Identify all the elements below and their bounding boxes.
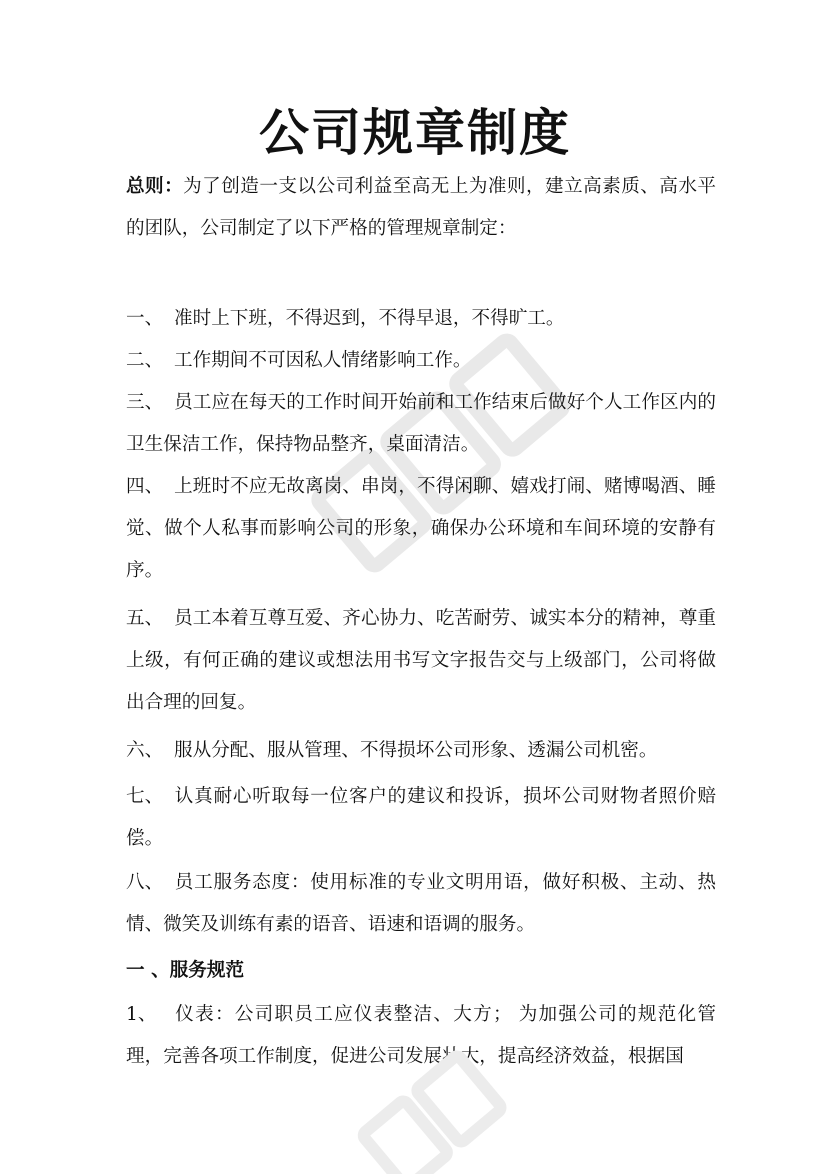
rule-text: 工作期间不可因私人情绪影响工作。 — [174, 350, 472, 371]
section-heading: 一 、服务规范 — [126, 960, 245, 981]
rule-number: 一、 — [126, 308, 164, 329]
rule-number: 四、 — [126, 476, 164, 497]
rule-text: 上班时不应无故离岗、串岗，不得闲聊、嬉戏打闹、赌博喝酒、睡觉、做个人私事而影响公司的形象，确保办公环境和车间环境的安静有序。 — [126, 476, 716, 581]
document-title: 公司规章制度 — [259, 104, 571, 162]
rule-item — [126, 598, 716, 724]
general-paragraph — [126, 166, 716, 250]
rule-text: 员工本着互尊互爱、齐心协力、吃苦耐劳、诚实本分的精神，尊重上级，有何正确的建议或想法用书写文字报告交与上级部门，公司将做出合理的回复。 — [126, 608, 716, 713]
rule-text: 员工服务态度：使用标准的专业文明用语，做好积极、主动、热情、微笑及训练有素的语音、语速和语调的服务。 — [126, 872, 716, 935]
rule-number: 六、 — [126, 740, 164, 761]
rule-number: 五、 — [126, 608, 164, 629]
rule-text: 员工应在每天的工作时间开始前和工作结束后做好个人工作区内的卫生保洁工作，保持物品整齐，桌面清洁。 — [126, 392, 716, 455]
rule-item — [126, 862, 716, 946]
rule-item — [126, 466, 716, 592]
item-text: 仪表：公司职员工应仪表整洁、大方； 为加强公司的规范化管理，完善各项工作制度，促进公司发展壮大，提高经济效益，根据国 — [126, 1004, 716, 1067]
general-label: 总则： — [126, 176, 184, 197]
rule-number: 八、 — [126, 872, 164, 893]
rule-item — [126, 776, 716, 860]
rule-number: 七、 — [126, 786, 164, 807]
section-item — [126, 994, 716, 1078]
rule-item — [126, 340, 716, 382]
rule-item — [126, 298, 716, 340]
rule-item — [126, 730, 716, 772]
rule-number: 二、 — [126, 350, 164, 371]
rule-number: 三、 — [126, 392, 164, 413]
rule-item — [126, 382, 716, 466]
rule-text: 认真耐心听取每一位客户的建议和投诉，损坏公司财物者照价赔偿。 — [126, 786, 716, 849]
general-text: 为了创造一支以公司利益至高无上为准则，建立高素质、高水平的团队，公司制定了以下严格的管理规章制定： — [126, 176, 716, 239]
item-number: 1、 — [126, 1004, 157, 1025]
rule-text: 服从分配、服从管理、不得损坏公司形象、透漏公司机密。 — [174, 740, 658, 761]
rule-text: 准时上下班，不得迟到，不得早退，不得旷工。 — [174, 308, 565, 329]
